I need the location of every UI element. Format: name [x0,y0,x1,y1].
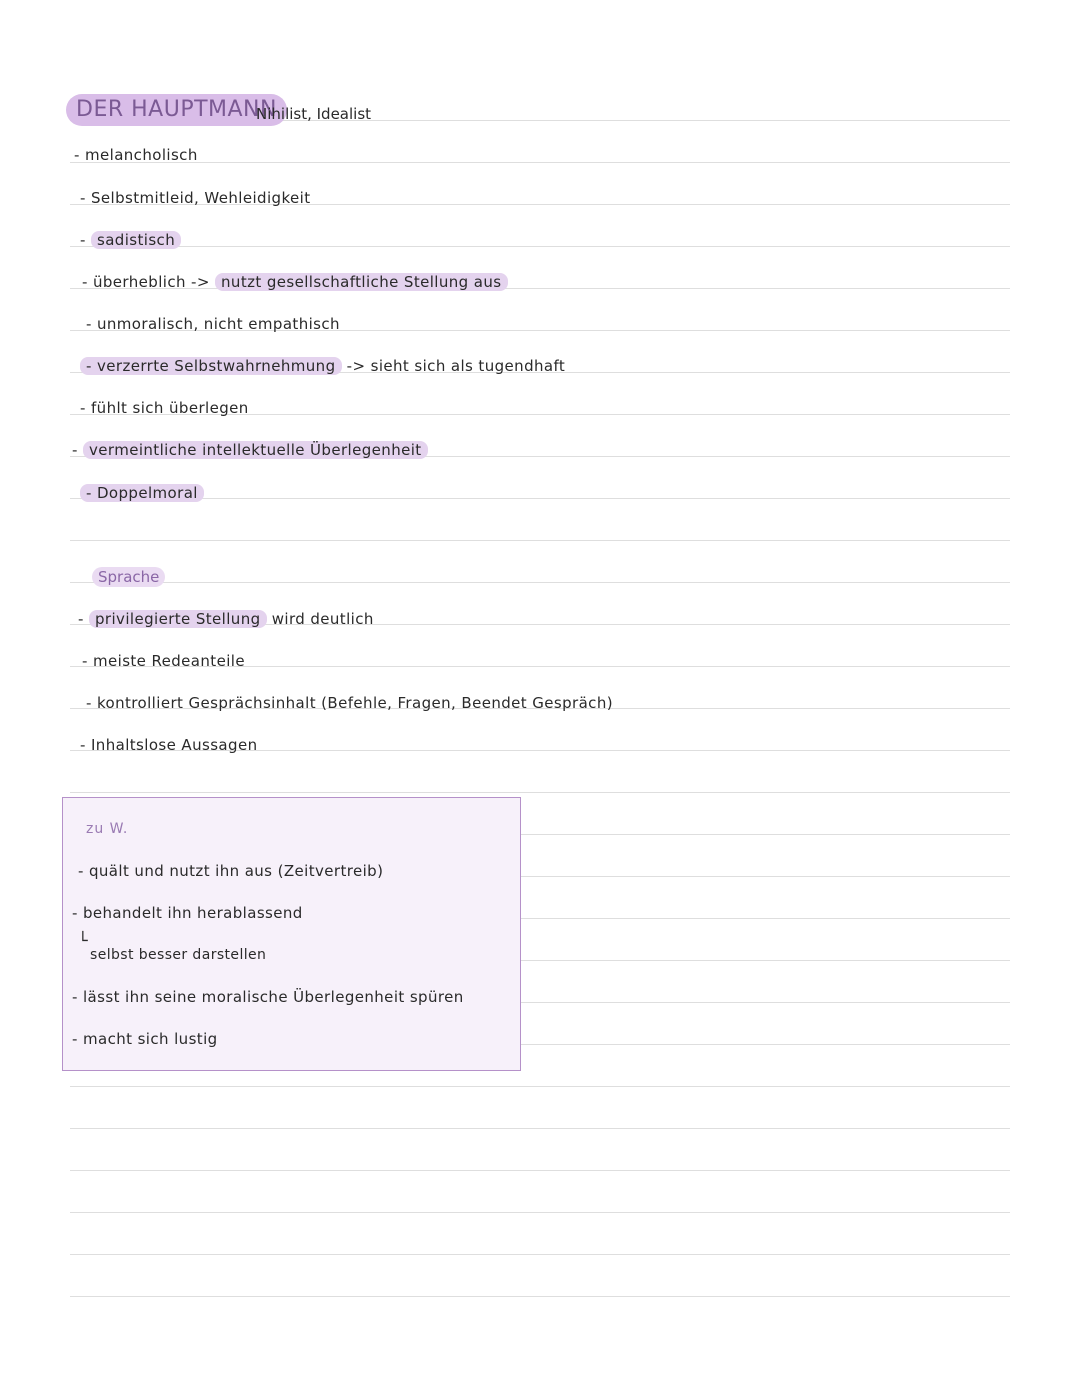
highlight: sadistisch [91,231,181,249]
highlight: vermeintliche intellektuelle Überlegenheit [83,441,428,459]
highlight: nutzt gesellschaftliche Stellung aus [215,273,507,291]
ruled-line [70,162,1010,163]
sprache-item: - kontrolliert Gesprächsinhalt (Befehle, Fragen, Beendet Gespräch) [86,694,613,712]
sub-arrow-icon: └ [78,931,88,950]
highlight: - Doppelmoral [80,484,204,502]
sprache-item: - privilegierte Stellung wird deutlich [78,610,374,628]
ruled-line [70,1170,1010,1171]
sprache-item: - Inhaltslose Aussagen [80,736,258,754]
ruled-line [70,1212,1010,1213]
trait-item: - sadistisch [80,230,181,250]
ruled-line [70,1296,1010,1297]
ruled-line [70,498,1010,499]
trait-item: - verzerrte Selbstwahrnehmung -> sieht sich als tugendhaft [80,356,565,376]
trait-item: - Selbstmitleid, Wehleidigkeit [80,189,311,207]
ruled-line [70,540,1010,541]
box-item: - lässt ihn seine moralische Überlegenheit spüren [72,988,464,1006]
title-subtitle: Nihilist, Idealist [256,105,372,123]
highlight: - verzerrte Selbstwahrnehmung [80,357,342,375]
ruled-line [70,582,1010,583]
box-item: - macht sich lustig [72,1030,218,1048]
trait-item [80,483,204,503]
page-title: DER HAUPTMANN [66,94,287,126]
ruled-line [70,1128,1010,1129]
trait-item: - überheblich -> nutzt gesellschaftliche Stellung aus [82,272,508,292]
trait-item: - melancholisch [74,146,198,164]
box-item: - quält und nutzt ihn aus (Zeitvertreib) [78,862,384,880]
section-heading-sprache: Sprache [92,567,165,587]
sprache-item: - meiste Redeanteile [82,652,245,670]
trait-item: - fühlt sich überlegen [80,399,249,417]
box-item: - behandelt ihn herablassend [72,904,303,922]
ruled-line [70,1086,1010,1087]
box-item: selbst besser darstellen [90,947,267,963]
box-heading: zu W. [86,821,129,837]
trait-item: - vermeintliche intellektuelle Überlegenheit [72,440,428,460]
ruled-line [70,1254,1010,1255]
ruled-line [70,246,1010,247]
trait-item: - unmoralisch, nicht empathisch [86,315,340,333]
highlight: privilegierte Stellung [89,610,267,628]
ruled-line [70,792,1010,793]
